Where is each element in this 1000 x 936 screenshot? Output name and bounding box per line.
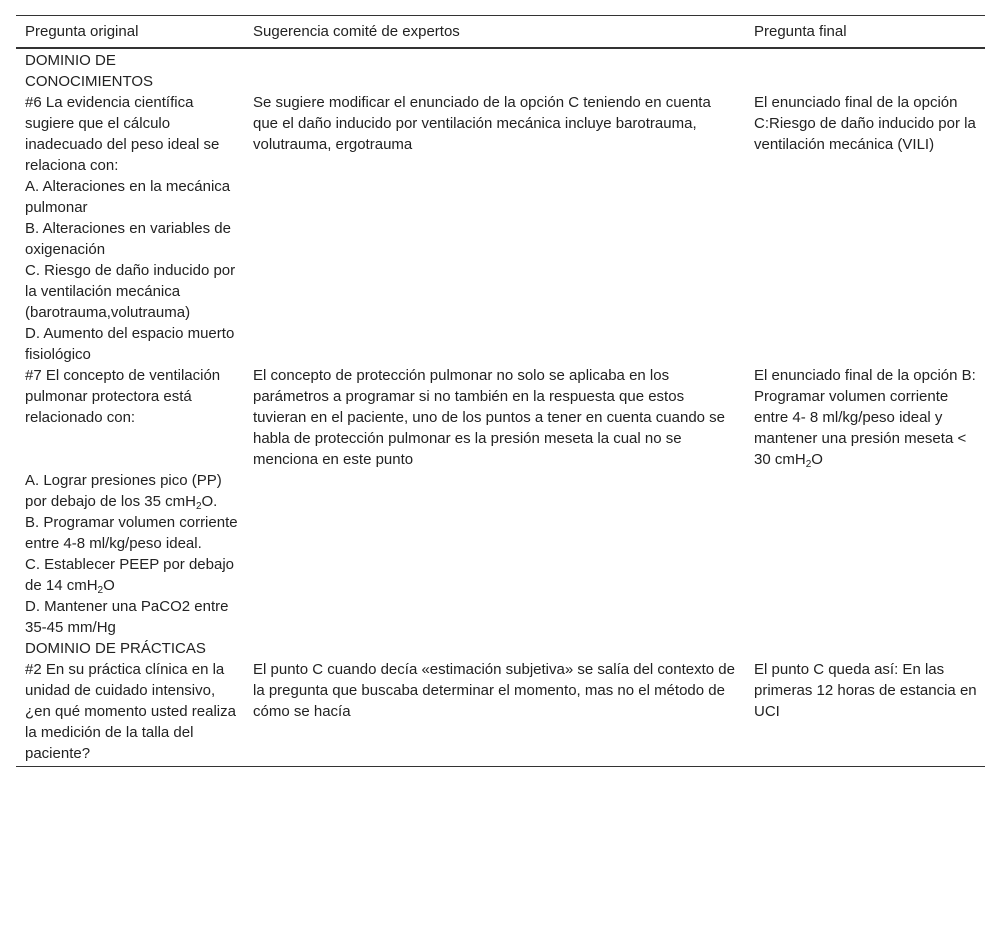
q7-question: #7 El concepto de ventilación pulmonar protectora está relacionado con: (25, 367, 221, 426)
table-row (16, 470, 985, 512)
q7-option-d: D. Mantener una PaCO2 entre 35-45 mm/Hg (25, 598, 229, 636)
q7-suggestion: El concepto de protección pulmonar no solo se aplicaba en los parámetros a programar si no también en la respuesta que estos tuvieran en el paciente, uno de los puntos a tener en cuenta cuando se habla de protección pulmonar es la presión meseta la cual no se menciona en este punto (253, 367, 726, 468)
q6-option-c: C. Riesgo de daño inducido por la ventilación mecánica (barotrauma,volutrauma) (25, 262, 236, 321)
q7-option-b: B. Programar volumen corriente entre 4-8 ml/kg/peso ideal. (25, 514, 238, 552)
section-row-practices (16, 638, 985, 659)
header-original: Pregunta original (25, 23, 139, 40)
table-row (16, 596, 985, 638)
q6-option-a: A. Alteraciones en la mecánica pulmonar (25, 178, 231, 216)
table-row (16, 512, 985, 554)
q6-question: #6 La evidencia científica sugiere que el cálculo inadecuado del peso ideal se relaciona con: (25, 94, 220, 174)
header-row (16, 16, 985, 49)
header-final: Pregunta final (754, 23, 847, 40)
header-suggestion: Sugerencia comité de expertos (253, 23, 460, 40)
table-row-q2 (16, 659, 985, 764)
q7-final: El enunciado final de la opción B: Programar volumen corriente entre 4- 8 ml/kg/peso ideal y mantener una presión meseta < 30 cmH$_2$O (754, 367, 976, 470)
q6-suggestion: Se sugiere modificar el enunciado de la opción C teniendo en cuenta que el daño inducido por ventilación mecánica incluye barotrauma, volutrauma, ergotrauma (253, 94, 711, 153)
q2-question: #2 En su práctica clínica en la unidad de cuidado intensivo, ¿en qué momento usted realiza la medición de la talla del paciente? (25, 661, 236, 762)
table-row (16, 176, 985, 218)
section-label-practices: DOMINIO DE PRÁCTICAS (25, 640, 206, 657)
section-row-knowledge (16, 50, 985, 92)
q7-option-a: A. Lograr presiones pico (PP) por debajo de los 35 cmH$_2$O. (25, 472, 222, 512)
table-row (16, 554, 985, 596)
q6-option-b: B. Alteraciones en variables de oxigenación (25, 220, 231, 258)
q6-final: El enunciado final de la opción C:Riesgo de daño inducido por la ventilación mecánica (VILI) (754, 94, 976, 153)
q2-final: El punto C queda así: En las primeras 12 horas de estancia en UCI (754, 661, 977, 720)
q7-option-c: C. Establecer PEEP por debajo de 14 cmH$_2$O (25, 556, 235, 596)
table-row (16, 260, 985, 323)
table-row-q6 (16, 92, 985, 176)
section-label-knowledge: DOMINIO DE CONOCIMIENTOS (25, 52, 154, 90)
table-row (16, 323, 985, 365)
questions-table (16, 15, 985, 767)
table-row-q7 (16, 365, 985, 470)
q2-suggestion: El punto C cuando decía «estimación subjetiva» se salía del contexto de la pregunta que buscaba determinar el momento, mas no el método de cómo se hacía (253, 661, 735, 720)
table-row (16, 218, 985, 260)
q6-option-d: D. Aumento del espacio muerto fisiológico (25, 325, 235, 363)
